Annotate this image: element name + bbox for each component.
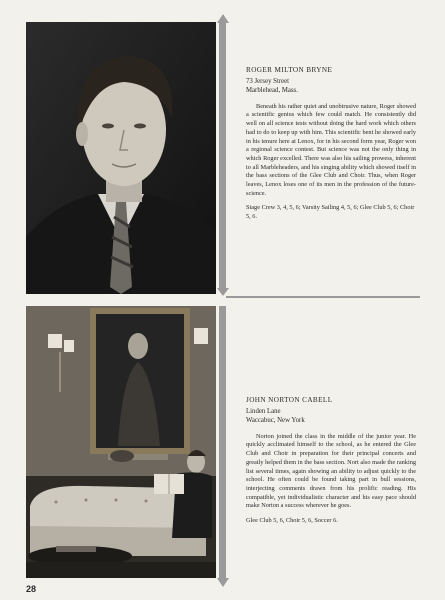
student-name: JOHN NORTON CABELL xyxy=(246,396,333,404)
photo-john-cabell-reading xyxy=(26,306,216,578)
bio-paragraph: Norton joined the class in the middle of the junior year. He quickly acclimated himself to the school, as he entered the Glee Club and Choir in preparation for their principal concerts and greatly helped them in the bass section. Nort also made the ranking list several times, again showing an ability to adjust quickly to the school. He often could be found taking part in bull sessions, interjecting comments drawn from his prolific reading. His compatible, yet individualistic character and his easy pace should make Norton a success wherever he goes. xyxy=(246,432,416,510)
page-number: 28 xyxy=(26,584,37,594)
bio-paragraph: Beneath his rather quiet and unobtrusive nature, Roger showed a scientific genius which few could match. He consistently did well on all science tests without doing the hard work which others had to do to keep up with him. This scientific bent he showed early in his tenure here at Lenox, for in his second form year, Roger won a regional science contest. But science was not the only thing in which Roger excelled. There was also his sailing prowess, inherent to all Marbleheaders, and his singing ability which showed itself in the bass sections of the Glee Club and Choir. Thus, when Roger leaves, Lenox loses one of its men in the profession of the future-science. xyxy=(246,102,416,197)
activities-list: Glee Club 5, 6, Choir 5, 6, Soccer 6. xyxy=(246,517,338,525)
portrait-photo-roger-bryne xyxy=(26,22,216,294)
address-city: Waccabuc, New York xyxy=(246,416,305,424)
address-city: Marblehead, Mass. xyxy=(246,86,298,94)
activities-list: Stage Crew 3, 4, 5, 6; Varsity Sailing 4, 5, 6; Glee Club 5, 6; Choir 5, 6. xyxy=(246,204,415,221)
divider-arrow-top xyxy=(217,14,229,23)
student-name: ROGER MILTON BRYNE xyxy=(246,66,333,74)
address-street: Linden Lane xyxy=(246,407,281,415)
divider-arrow-middle xyxy=(217,288,229,296)
vertical-divider-top xyxy=(219,22,226,288)
address-street: 73 Jersey Street xyxy=(246,77,290,85)
divider-arrow-bottom xyxy=(217,578,229,587)
bio-roger-bryne xyxy=(246,66,416,222)
bio-john-cabell xyxy=(246,396,416,526)
vertical-divider-bottom xyxy=(219,306,226,578)
horizontal-divider xyxy=(226,296,420,298)
